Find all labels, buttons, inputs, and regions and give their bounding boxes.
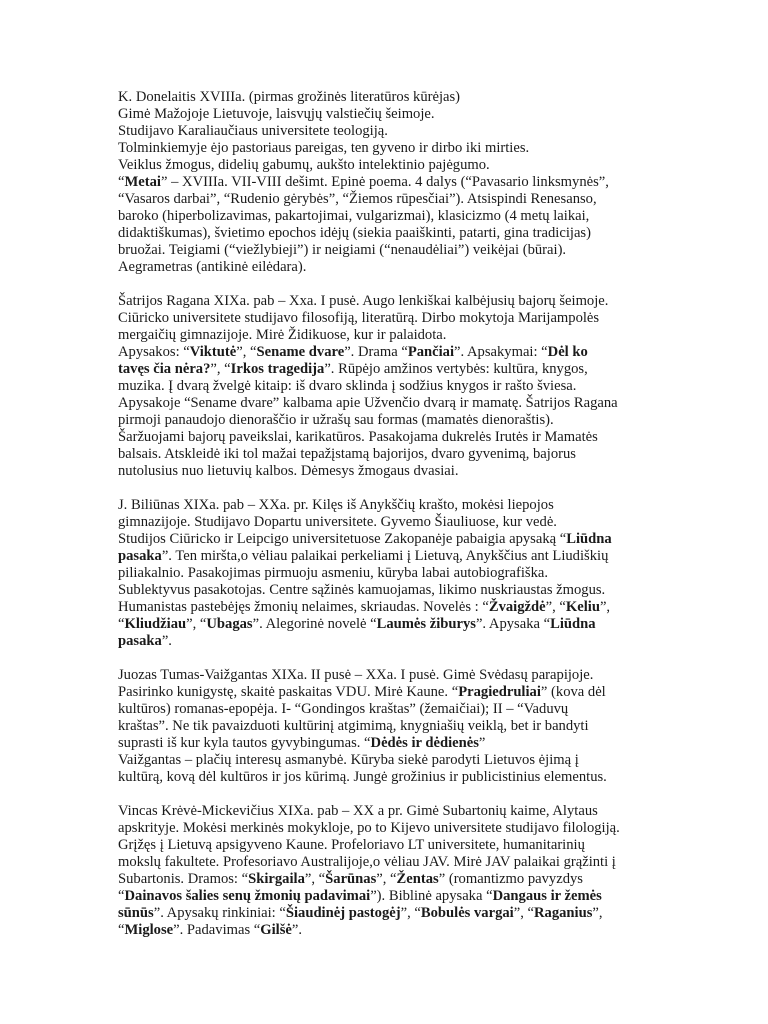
text-line	[118, 684, 678, 701]
bold-title-text: Viktutė	[189, 344, 237, 360]
text-line	[118, 157, 678, 174]
bold-title-text: Žentas	[396, 871, 439, 887]
text-run: ”. Apysaka “	[475, 616, 551, 632]
bold-title-text: pasaka	[118, 633, 162, 649]
bold-title-text: Šarūnas	[325, 871, 377, 887]
text-run: ”,	[599, 599, 611, 615]
text-run: ”	[478, 735, 486, 751]
bold-title-text: Ubagas	[206, 616, 253, 632]
bold-title-text: Pragiedruliai	[458, 684, 541, 700]
text-run: Pasirinko kunigystę, skaitė paskaitas VDU. Mirė Kaune. “	[118, 684, 459, 700]
text-line	[118, 888, 678, 905]
text-line	[118, 905, 678, 922]
text-run: Gimė Mažojoje Lietuvoje, laisvųjų valstiečių šeimoje.	[118, 106, 435, 122]
bold-title-text: Miglose	[124, 922, 174, 938]
text-run: Juozas Tumas-Vaižgantas XIXa. II pusė – XXa. I pusė. Gimė Svėdasų parapijoje.	[118, 667, 594, 683]
text-run: ” – XVIIIa. VII-VIII dešimt. Epinė poema. 4 dalys (“Pavasario linksmynės”,	[160, 174, 609, 190]
text-line	[118, 497, 678, 514]
bold-title-text: Dėl ko	[547, 344, 588, 360]
text-line	[118, 871, 678, 888]
text-run: “	[118, 922, 125, 938]
bold-title-text: Liūdna	[566, 531, 612, 547]
text-run: mergaičių gimnazijoje. Mirė Židikuose, kur ir palaidota.	[118, 327, 447, 343]
text-run: muzika. Į dvarą žvelgė kitaip: iš dvaro sklinda į sodžius knygos ir rašto šviesa.	[118, 378, 577, 394]
text-run: kultūros) romanas-epopėja. I- “Gondingos kraštas” (žemaičiai); II – “Vaduvų	[118, 701, 569, 717]
text-run: Šatrijos Ragana XIXa. pab – Xxa. I pusė. Augo lenkiškai kalbėjusių bajorų šeimoje.	[118, 293, 609, 309]
text-line	[118, 242, 678, 259]
text-run: ”, “	[376, 871, 397, 887]
text-run: Subartonis. Dramos: “	[118, 871, 249, 887]
text-run: kraštas”. Ne tik pavaizduoti kultūrinį atgimimą, knygniašių veiklą, bet ir bandyti	[118, 718, 589, 734]
text-line	[118, 429, 678, 446]
bold-title-text: tavęs čia nėra?	[118, 361, 211, 377]
bold-title-text: Bobulės vargai	[420, 905, 514, 921]
bold-title-text: Dainavos šalies senų žmonių padavimai	[124, 888, 371, 904]
text-run: ”. Apysakų rinkiniai: “	[153, 905, 286, 921]
bold-title-text: Žvaigždė	[488, 599, 546, 615]
text-run: ”. Apsakymai: “	[454, 344, 548, 360]
bold-title-text: pasaka	[118, 548, 162, 564]
text-run: ”, “	[545, 599, 566, 615]
text-run: balsais. Atskleidė iki tol mažai tepažįstamą bajorijos, dvaro gyvenimą, bajorus	[118, 446, 576, 462]
text-run: Grįžęs į Lietuvą apsigyveno Kaune. Profeloriavo LT universitete, humanitarinių	[118, 837, 585, 853]
text-line	[118, 361, 678, 378]
text-run: ”. Rūpėjo amžinos vertybės: kultūra, knygos,	[324, 361, 588, 377]
text-line	[118, 718, 678, 735]
bold-title-text: Skirgaila	[248, 871, 305, 887]
bold-title-text: Šiaudinėj pastogėj	[285, 905, 401, 921]
bold-title-text: sūnūs	[118, 905, 154, 921]
bold-title-text: Metai	[124, 174, 161, 190]
text-run: ”. Drama “	[344, 344, 408, 360]
bold-title-text: Dangaus ir žemės	[492, 888, 602, 904]
text-line	[118, 191, 678, 208]
text-run: Apysakoje “Sename dvare” kalbama apie Užvenčio dvarą ir mamatę. Šatrijos Ragana	[118, 395, 618, 411]
text-line	[118, 412, 678, 429]
text-run: “	[118, 174, 125, 190]
text-line	[118, 803, 678, 820]
text-line	[118, 446, 678, 463]
text-run: ”, “	[400, 905, 421, 921]
text-line	[118, 735, 678, 752]
bold-title-text: Laumės žiburys	[376, 616, 476, 632]
text-run: K. Donelaitis XVIIIa. (pirmas grožinės literatūros kūrėjas)	[118, 89, 461, 105]
text-line	[118, 293, 678, 310]
text-run: gimnazijoje. Studijavo Dopartu universitete. Gyvemo Šiauliuose, kur vedė.	[118, 514, 557, 530]
text-run: ”.	[291, 922, 303, 938]
text-line	[118, 582, 678, 599]
text-run: ”, “	[513, 905, 534, 921]
text-run: J. Biliūnas XIXa. pab – XXa. pr. Kilęs iš Anykščių krašto, mokėsi liepojos	[118, 497, 554, 513]
text-line	[118, 752, 678, 769]
text-line	[118, 616, 678, 633]
text-run: Tolminkiemyje ėjo pastoriaus pareigas, ten gyveno ir dirbo iki mirties.	[118, 140, 530, 156]
text-run: Vincas Krėvė-Mickevičius XIXa. pab – XX a pr. Gimė Subartonių kaime, Alytaus	[118, 803, 598, 819]
text-line	[118, 565, 678, 582]
text-run: baroko (hiperbolizavimas, pakartojimai, vulgarizmai), klasicizmo (4 metų laikai,	[118, 208, 590, 224]
text-run: bruožai. Teigiami (“viežlybieji”) ir neigiami (“nenaudėliai”) veikėjai (būrai).	[118, 242, 567, 258]
text-run: ”, “	[210, 361, 231, 377]
text-line	[118, 208, 678, 225]
text-line	[118, 259, 678, 276]
text-run: ”. Padavimas “	[173, 922, 261, 938]
bold-title-text: Dėdės ir dėdienės	[370, 735, 479, 751]
text-run: ”, “	[236, 344, 257, 360]
text-run: ”. Alegorinė novelė “	[252, 616, 377, 632]
bold-title-text: Liūdna	[550, 616, 596, 632]
text-line	[118, 344, 678, 361]
text-line	[118, 531, 678, 548]
text-line	[118, 548, 678, 565]
text-run: “Vasaros darbai”, “Rudenio gėrybės”, “Žiemos rūpesčiai”). Atsispindi Renesanso,	[118, 191, 597, 207]
text-run: ” (romantizmo pavyzdys	[438, 871, 583, 887]
text-line	[118, 701, 678, 718]
text-run: ”). Biblinė apysaka “	[370, 888, 493, 904]
text-line	[118, 463, 678, 480]
text-line	[118, 378, 678, 395]
text-run: Apysakos: “	[118, 344, 190, 360]
text-line	[118, 395, 678, 412]
text-run: Humanistas pastebėjęs žmonių nelaimes, skriaudas. Novelės : “	[118, 599, 489, 615]
text-line	[118, 769, 678, 786]
text-run: didaktiškumas), švietimo epochos idėjų (siekia paaiškinti, patarti, gina tradicijas)	[118, 225, 591, 241]
text-run: pirmoji panaudojo dienoraščio ir užrašų sau formas (mamatės dienoraštis).	[118, 412, 554, 428]
text-line	[118, 140, 678, 157]
text-run: Studijavo Karaliaučiaus universitete teologiją.	[118, 123, 388, 139]
text-line	[118, 633, 678, 650]
text-run: Aegrametras (antikinė eilėdara).	[118, 259, 307, 275]
text-line	[118, 514, 678, 531]
text-run: suprasti iš kur kyla tautos gyvybingumas. “	[118, 735, 371, 751]
text-run: kultūrą, kovą dėl kultūros ir jos kūrimą. Jungė grožinius ir publicistinius elementus.	[118, 769, 607, 785]
text-run: ”, “	[304, 871, 326, 887]
text-run: Ciūricko universitete studijavo filosofiją, literatūrą. Dirbo mokytoja Marijampolės	[118, 310, 600, 326]
text-run: “	[118, 616, 125, 632]
text-line	[118, 599, 678, 616]
text-run: ”, “	[186, 616, 207, 632]
bold-title-text: Kliudžiau	[124, 616, 187, 632]
text-line	[118, 820, 678, 837]
text-line	[118, 123, 678, 140]
bold-title-text: Raganius	[533, 905, 593, 921]
text-line	[118, 310, 678, 327]
text-run: apskrityje. Mokėsi merkinės mokykloje, po to Kijevo universitete studijavo filologiją.	[118, 820, 620, 836]
text-line	[118, 837, 678, 854]
text-run: ”.	[161, 633, 172, 649]
bold-title-text: Sename dvare	[256, 344, 345, 360]
text-line	[118, 174, 678, 191]
text-run: ”. Ten miršta,o vėliau palaikai perkeliami į Lietuvą, Anykščius ant Liudiškių	[161, 548, 609, 564]
text-line	[118, 327, 678, 344]
bold-title-text: Pančiai	[407, 344, 455, 360]
text-run: Studijos Ciūricko ir Leipcigo universitetuose Zakopanėje pabaigia apysaką “	[118, 531, 567, 547]
text-line	[118, 106, 678, 123]
text-run: Veiklus žmogus, didelių gabumų, aukšto intelektinio pajėgumo.	[118, 157, 490, 173]
bold-title-text: Irkos tragedija	[230, 361, 325, 377]
text-run: “	[118, 888, 125, 904]
text-run: ”,	[592, 905, 603, 921]
text-line	[118, 225, 678, 242]
text-run: Vaižgantas – plačių interesų asmanybė. Kūryba siekė parodyti Lietuvos ėjimą į	[118, 752, 579, 768]
bold-title-text: Gilšė	[260, 922, 292, 938]
text-run: Šaržuojami bajorų paveikslai, karikatūros. Pasakojama dukrelės Irutės ir Mamatės	[118, 429, 598, 445]
text-run: ” (kova dėl	[540, 684, 606, 700]
bold-title-text: Keliu	[565, 599, 600, 615]
text-run: mokslų fakultete. Profesoriavo Australijoje,o vėliau JAV. Mirė JAV palaikai grąžinti į	[118, 854, 616, 870]
text-run: Sublektyvus pasakotojas. Centre sąžinės kamuojamas, likimo nuskriaustas žmogus.	[118, 582, 606, 598]
text-line	[118, 667, 678, 684]
text-run: nutolusius nuo lietuvių kalbos. Dėmesys žmogaus dvasiai.	[118, 463, 459, 479]
text-line	[118, 89, 678, 106]
text-run: piliakalnio. Pasakojimas pirmuoju asmeniu, kūryba labai autobiografiška.	[118, 565, 549, 581]
text-line	[118, 854, 678, 871]
text-line	[118, 922, 678, 939]
